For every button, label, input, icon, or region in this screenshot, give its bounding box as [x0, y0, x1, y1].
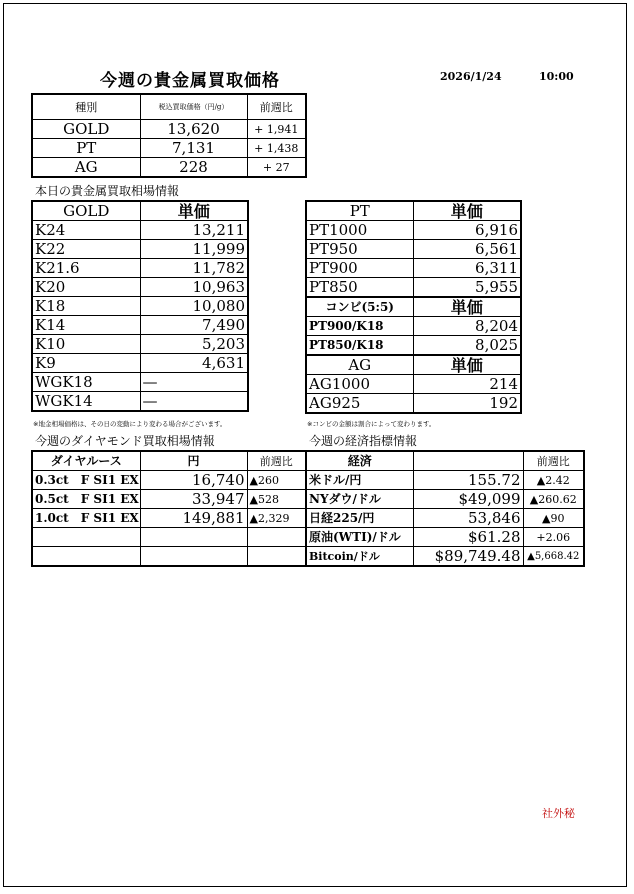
table-row	[32, 139, 306, 158]
gold-price: —	[140, 392, 248, 412]
table-row	[32, 528, 306, 547]
summary-type: PT	[32, 139, 140, 158]
table-row	[32, 392, 248, 412]
pt-price: 6,916	[413, 221, 521, 240]
summary-price: 13,620	[140, 120, 247, 139]
table-row	[32, 354, 248, 373]
diamond-price: 33,947	[140, 490, 247, 509]
table-row	[32, 158, 306, 178]
ag-price: 192	[413, 394, 521, 414]
summary-price: 228	[140, 158, 247, 178]
gold-name: K22	[32, 240, 140, 259]
pt-name: PT850	[306, 278, 413, 298]
economy-change: ▲260.62	[523, 490, 584, 509]
diamond-table	[31, 450, 307, 567]
combi-header-name: コンビ(5:5)	[306, 297, 413, 317]
gold-price: —	[140, 373, 248, 392]
gold-price: 11,999	[140, 240, 248, 259]
pt-table	[305, 200, 522, 414]
page-title: 今週の貴金属買取価格	[100, 71, 280, 91]
summary-change: + 1,438	[247, 139, 306, 158]
combi-price: 8,204	[413, 317, 521, 336]
gold-price: 13,211	[140, 221, 248, 240]
summary-header-type: 種別	[32, 94, 140, 120]
table-row	[32, 471, 306, 490]
diamond-change	[247, 547, 306, 567]
pt-header-name: PT	[306, 201, 413, 221]
summary-price: 7,131	[140, 139, 247, 158]
summary-change: + 27	[247, 158, 306, 178]
diamond-price: 16,740	[140, 471, 247, 490]
pt-name: PT1000	[306, 221, 413, 240]
economy-value: $89,749.48	[413, 547, 523, 567]
diamond-name: 1.0ct F SI1 EX	[32, 509, 140, 528]
diamond-name: 0.5ct F SI1 EX	[32, 490, 140, 509]
summary-change: + 1,941	[247, 120, 306, 139]
gold-name: K9	[32, 354, 140, 373]
table-row	[306, 528, 584, 547]
gold-note: ※地金相場価格は、その日の変動により変わる場合がございます。	[33, 420, 227, 428]
gold-name: WGK18	[32, 373, 140, 392]
economy-value: $61.28	[413, 528, 523, 547]
economy-table	[305, 450, 585, 567]
gold-name: K21.6	[32, 259, 140, 278]
diamond-change: ▲260	[247, 471, 306, 490]
ag-name: AG1000	[306, 375, 413, 394]
table-row	[306, 240, 521, 259]
diamond-change	[247, 528, 306, 547]
economy-value: $49,099	[413, 490, 523, 509]
table-row	[32, 259, 248, 278]
pt-name: PT900	[306, 259, 413, 278]
economy-value: 53,846	[413, 509, 523, 528]
time-label: 10:00	[539, 70, 574, 83]
table-row	[306, 317, 521, 336]
ag-header-name: AG	[306, 355, 413, 375]
diamond-price: 149,881	[140, 509, 247, 528]
economy-change: ▲5,668.42	[523, 547, 584, 567]
diamond-price	[140, 528, 247, 547]
economy-name: NYダウ/ドル	[306, 490, 413, 509]
gold-price: 11,782	[140, 259, 248, 278]
pt-header-price: 単価	[413, 201, 521, 221]
pt-price: 6,311	[413, 259, 521, 278]
table-row	[32, 278, 248, 297]
diamond-name	[32, 528, 140, 547]
gold-header-price: 単価	[140, 201, 248, 221]
summary-table	[31, 93, 307, 178]
economy-name: 原油(WTI)/ドル	[306, 528, 413, 547]
gold-name: K10	[32, 335, 140, 354]
table-row	[32, 490, 306, 509]
gold-name: K20	[32, 278, 140, 297]
diamond-name	[32, 547, 140, 567]
table-row	[306, 375, 521, 394]
diamond-name: 0.3ct F SI1 EX	[32, 471, 140, 490]
gold-table	[31, 200, 249, 412]
gold-price: 10,963	[140, 278, 248, 297]
table-row	[32, 120, 306, 139]
gold-price: 10,080	[140, 297, 248, 316]
economy-header-name: 経済	[306, 451, 413, 471]
economy-name: 米ドル/円	[306, 471, 413, 490]
economy-header-change: 前週比	[523, 451, 584, 471]
diamond-price	[140, 547, 247, 567]
diamond-header-price: 円	[140, 451, 247, 471]
ag-name: AG925	[306, 394, 413, 414]
pt-note: ※コンビの金額は割合によって変わります。	[307, 420, 436, 428]
summary-header-price: 税込買取価格（円/g）	[140, 94, 247, 120]
table-row	[32, 373, 248, 392]
table-row	[306, 259, 521, 278]
economy-change: ▲90	[523, 509, 584, 528]
gold-name: WGK14	[32, 392, 140, 412]
market-section-title: 本日の貴金属買取相場情報	[35, 184, 180, 198]
gold-price: 4,631	[140, 354, 248, 373]
table-row	[32, 335, 248, 354]
gold-price: 7,490	[140, 316, 248, 335]
economy-header-value	[413, 451, 523, 471]
economy-value: 155.72	[413, 471, 523, 490]
economy-name: Bitcoin/ドル	[306, 547, 413, 567]
table-row	[32, 221, 248, 240]
summary-header-change: 前週比	[247, 94, 306, 120]
table-row	[32, 547, 306, 567]
economy-change: +2.06	[523, 528, 584, 547]
economy-name: 日経225/円	[306, 509, 413, 528]
gold-price: 5,203	[140, 335, 248, 354]
pt-price: 6,561	[413, 240, 521, 259]
combi-header-price: 単価	[413, 297, 521, 317]
summary-type: GOLD	[32, 120, 140, 139]
date-label: 2026/1/24	[440, 70, 502, 83]
gold-name: K18	[32, 297, 140, 316]
table-row	[306, 547, 584, 567]
combi-name: PT900/K18	[306, 317, 413, 336]
table-row	[32, 240, 248, 259]
table-row	[306, 278, 521, 298]
table-row	[32, 509, 306, 528]
gold-name: K24	[32, 221, 140, 240]
gold-header-name: GOLD	[32, 201, 140, 221]
diamond-section-title: 今週のダイヤモンド買取相場情報	[35, 434, 215, 448]
combi-price: 8,025	[413, 336, 521, 356]
ag-price: 214	[413, 375, 521, 394]
table-row	[32, 297, 248, 316]
combi-name: PT850/K18	[306, 336, 413, 356]
table-row	[306, 221, 521, 240]
table-row	[306, 336, 521, 356]
diamond-change: ▲2,329	[247, 509, 306, 528]
diamond-header-change: 前週比	[247, 451, 306, 471]
table-row	[32, 316, 248, 335]
pt-price: 5,955	[413, 278, 521, 298]
table-row	[306, 471, 584, 490]
table-row	[306, 490, 584, 509]
economy-section-title: 今週の経済指標情報	[309, 434, 418, 448]
diamond-change: ▲528	[247, 490, 306, 509]
gold-name: K14	[32, 316, 140, 335]
economy-change: ▲2.42	[523, 471, 584, 490]
summary-type: AG	[32, 158, 140, 178]
table-row	[306, 394, 521, 414]
ag-header-price: 単価	[413, 355, 521, 375]
diamond-header-name: ダイヤルース	[32, 451, 140, 471]
table-row	[306, 509, 584, 528]
confidential-stamp: 社外秘	[542, 807, 575, 820]
pt-name: PT950	[306, 240, 413, 259]
